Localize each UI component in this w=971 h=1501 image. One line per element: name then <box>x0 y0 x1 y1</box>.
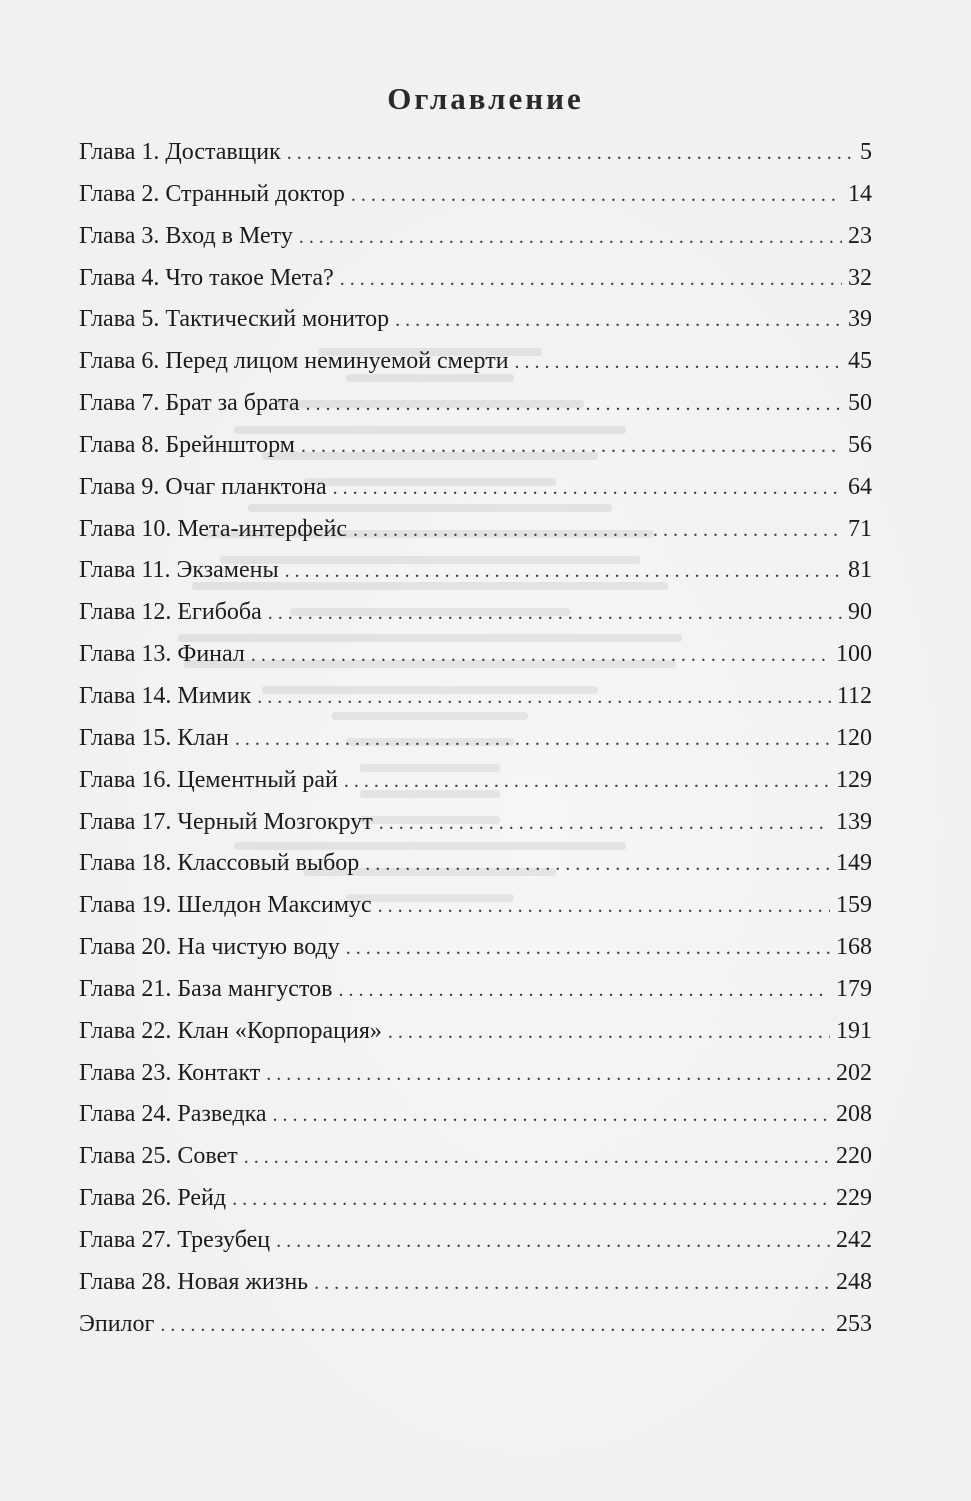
toc-entry-title: Глава 21. База мангустов <box>79 975 333 1002</box>
toc-dot-leader <box>257 677 831 719</box>
toc-dot-leader <box>285 551 842 593</box>
toc-entry <box>79 132 872 174</box>
toc-entry-title: Глава 28. Новая жизнь <box>79 1268 309 1295</box>
toc-dot-leader <box>515 342 842 384</box>
toc-entry-title: Глава 18. Классовый выбор <box>79 850 360 877</box>
toc-dot-leader <box>388 1012 830 1054</box>
toc-entry-page-number: 120 <box>836 724 872 751</box>
toc-entry-title: Глава 6. Перед лицом неминуемой смерти <box>79 348 509 375</box>
toc-dot-leader <box>344 761 830 803</box>
toc-dot-leader <box>338 970 830 1012</box>
toc-entry-page-number: 159 <box>836 892 872 919</box>
toc-entry-title: Глава 2. Странный доктор <box>79 180 345 207</box>
table-of-contents <box>79 132 872 1345</box>
toc-entry <box>79 592 872 634</box>
toc-entry <box>79 1011 872 1053</box>
toc-entry-page-number: 149 <box>836 850 872 877</box>
toc-entry-page-number: 112 <box>836 682 872 709</box>
toc-dot-leader <box>251 635 830 677</box>
toc-entry-page-number: 168 <box>836 934 872 961</box>
toc-entry-title: Глава 7. Брат за брата <box>79 390 300 417</box>
toc-entry-title: Глава 16. Цементный рай <box>79 766 338 793</box>
toc-entry-page-number: 64 <box>848 473 872 500</box>
toc-entry-title: Глава 3. Вход в Мету <box>79 222 293 249</box>
toc-entry <box>79 550 872 592</box>
toc-entry <box>79 802 872 844</box>
toc-entry-page-number: 242 <box>836 1226 872 1253</box>
toc-dot-leader <box>232 1179 830 1221</box>
toc-entry-title: Глава 17. Черный Мозгокрут <box>79 808 373 835</box>
toc-dot-leader <box>395 300 842 342</box>
toc-dot-leader <box>340 259 842 301</box>
toc-dot-leader <box>276 1221 830 1263</box>
toc-entry-page-number: 50 <box>848 390 872 417</box>
toc-entry <box>79 760 872 802</box>
toc-entry-page-number: 81 <box>848 557 872 584</box>
toc-entry-title: Глава 11. Экзамены <box>79 557 279 584</box>
toc-entry-page-number: 5 <box>860 139 872 165</box>
toc-entry-page-number: 100 <box>836 641 872 668</box>
toc-entry <box>79 216 872 258</box>
toc-entry <box>79 299 872 341</box>
toc-dot-leader <box>333 468 842 510</box>
toc-entry <box>79 969 872 1011</box>
toc-entry-title: Эпилог <box>79 1310 155 1337</box>
toc-entry-page-number: 253 <box>836 1310 872 1337</box>
toc-entry <box>79 425 872 467</box>
toc-dot-leader <box>266 1054 830 1096</box>
toc-entry-title: Глава 23. Контакт <box>79 1059 261 1086</box>
toc-entry-page-number: 129 <box>836 766 872 793</box>
toc-entry-page-number: 39 <box>848 306 872 333</box>
toc-entry-page-number: 90 <box>848 599 872 626</box>
toc-dot-leader <box>287 133 854 175</box>
toc-entry-title: Глава 13. Финал <box>79 641 245 668</box>
toc-entry <box>79 1178 872 1220</box>
toc-entry-page-number: 179 <box>836 975 872 1002</box>
toc-entry-page-number: 71 <box>848 515 872 542</box>
toc-dot-leader <box>351 175 842 217</box>
toc-entry <box>79 1304 872 1346</box>
toc-entry <box>79 843 872 885</box>
toc-entry-page-number: 23 <box>848 222 872 249</box>
toc-entry <box>79 341 872 383</box>
toc-dot-leader <box>305 384 842 426</box>
toc-dot-leader <box>268 593 842 635</box>
toc-entry-page-number: 248 <box>836 1268 872 1295</box>
toc-entry-title: Глава 15. Клан <box>79 724 229 751</box>
toc-entry-title: Глава 14. Мимик <box>79 682 252 709</box>
toc-dot-leader <box>299 217 842 259</box>
toc-dot-leader <box>235 719 830 761</box>
toc-dot-leader <box>365 844 830 886</box>
toc-dot-leader <box>160 1305 830 1347</box>
toc-dot-leader <box>378 886 830 928</box>
toc-entry-title: Глава 27. Трезубец <box>79 1226 271 1253</box>
toc-entry-title: Глава 12. Егибоба <box>79 599 262 626</box>
toc-entry <box>79 885 872 927</box>
toc-entry-page-number: 191 <box>836 1017 872 1044</box>
toc-entry-page-number: 56 <box>848 431 872 458</box>
toc-entry <box>79 383 872 425</box>
toc-entry-page-number: 208 <box>836 1101 872 1128</box>
toc-entry <box>79 1094 872 1136</box>
toc-entry <box>79 634 872 676</box>
toc-entry <box>79 174 872 216</box>
toc-entry-title: Глава 1. Доставщик <box>79 139 281 165</box>
toc-entry <box>79 1136 872 1178</box>
toc-entry-title: Глава 20. На чистую воду <box>79 934 340 961</box>
toc-entry <box>79 509 872 551</box>
toc-entry <box>79 467 872 509</box>
toc-entry-title: Глава 24. Разведка <box>79 1101 267 1128</box>
toc-entry <box>79 258 872 300</box>
toc-dot-leader <box>273 1095 830 1137</box>
toc-entry <box>79 927 872 969</box>
toc-entry-title: Глава 25. Совет <box>79 1143 238 1170</box>
toc-entry-page-number: 202 <box>836 1059 872 1086</box>
toc-dot-leader <box>379 803 830 845</box>
toc-entry-page-number: 220 <box>836 1143 872 1170</box>
toc-entry-title: Глава 10. Мета-интерфейс <box>79 515 347 542</box>
toc-entry-title: Глава 26. Рейд <box>79 1185 227 1212</box>
toc-entry-title: Глава 8. Брейншторм <box>79 431 295 458</box>
toc-entry-title: Глава 4. Что такое Мета? <box>79 264 334 291</box>
toc-entry-page-number: 45 <box>848 348 872 375</box>
page-title: Оглавление <box>387 80 584 116</box>
toc-dot-leader <box>314 1263 830 1305</box>
toc-entry <box>79 1053 872 1095</box>
toc-entry <box>79 1262 872 1304</box>
toc-dot-leader <box>353 510 842 552</box>
toc-entry-title: Глава 19. Шелдон Максимус <box>79 892 372 919</box>
toc-entry-page-number: 32 <box>848 264 872 291</box>
toc-entry-title: Глава 5. Тактический монитор <box>79 306 390 333</box>
toc-entry-page-number: 139 <box>836 808 872 835</box>
toc-entry <box>79 676 872 718</box>
toc-entry-title: Глава 9. Очаг планктона <box>79 473 327 500</box>
toc-dot-leader <box>346 928 830 970</box>
toc-entry <box>79 1220 872 1262</box>
toc-entry-title: Глава 22. Клан «Корпорация» <box>79 1017 382 1044</box>
toc-entry <box>79 718 872 760</box>
toc-entry-page-number: 14 <box>848 180 872 207</box>
toc-entry-page-number: 229 <box>836 1185 872 1212</box>
toc-dot-leader <box>244 1137 830 1179</box>
toc-dot-leader <box>301 426 842 468</box>
